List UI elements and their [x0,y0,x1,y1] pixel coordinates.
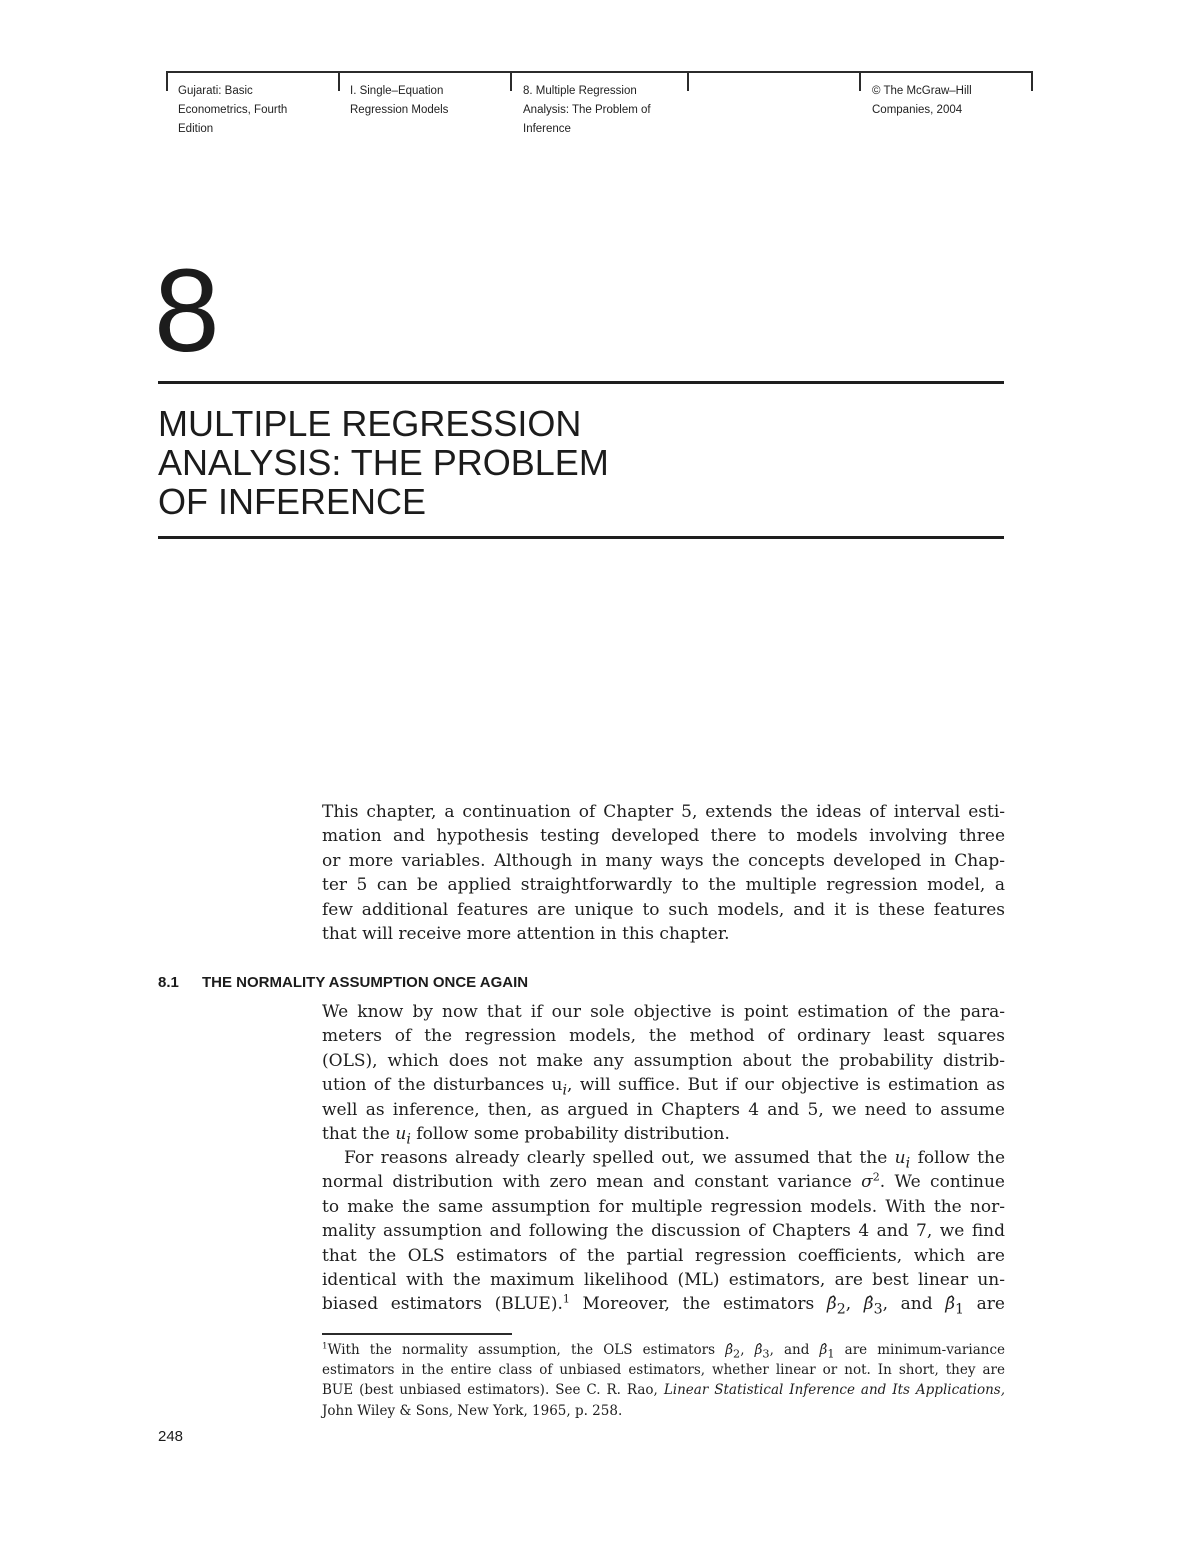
text-line: (OLS), which does not make any assumption about the probability distrib- [322,1050,1005,1071]
page-number: 248 [158,1428,184,1445]
text-line: This chapter, a continuation of Chapter 5, extends the ideas of interval esti- [322,802,1005,822]
text-line: that will receive more attention in this chapter. [322,923,730,944]
text-line: few additional features are unique to such models, and it is these features [322,899,1005,920]
section-title: THE NORMALITY ASSUMPTION ONCE AGAIN [202,974,529,991]
header-divider [510,71,512,91]
text-line [322,1292,1005,1316]
footnote-ref[interactable]: 1 [562,1292,570,1306]
running-header [166,71,1033,141]
math-var: β̂ [819,1342,828,1358]
text-run: , [740,1342,755,1358]
body-paragraph-1 [322,1000,1005,1146]
text-line: meters of the regression models, the method of ordinary least squares [322,1026,1005,1047]
header-divider [859,71,861,91]
subscript: 2 [836,1301,846,1318]
header-part-title: I. Single–Equation Regression Models [350,85,449,116]
intro-paragraph [322,800,1005,946]
text-line: ter 5 can be applied straightforwardly to the multiple regression model, a [322,875,1005,896]
subscript: i [562,1082,568,1099]
text-run: . We continue [879,1172,1005,1193]
header-divider [687,71,689,91]
text-line: estimators in the entire class of unbiased estimators, whether linear or not. In short, they are [322,1362,1005,1379]
text-run: , [845,1294,864,1315]
header-divider [1031,71,1033,91]
book-title: Linear Statistical Inference and Its Applications, [663,1382,1005,1399]
text-line: to make the same assumption for multiple regression models. With the nor- [322,1196,1005,1217]
text-run: are [964,1294,1005,1315]
footnote [322,1340,1005,1421]
body-paragraph-2 [322,1146,1005,1317]
chapter-rule-bottom [158,536,1004,539]
section-heading [158,974,528,991]
text-line [322,1340,1005,1360]
text-run: are minimum-variance [834,1342,1005,1358]
text-run: , and [882,1294,946,1315]
text-line: We know by now that if our sole objective is point estimation of the para- [322,1002,1005,1022]
text-line: John Wiley & Sons, New York, 1965, p. 258. [322,1402,623,1419]
text-run: follow some probability distribution. [410,1123,730,1144]
text-line: mality assumption and following the discussion of Chapters 4 and 7, we find [322,1221,1005,1242]
chapter-title-line: MULTIPLE REGRESSION [158,403,582,444]
subscript: i [905,1155,911,1172]
chapter-title-line: OF INFERENCE [158,481,427,522]
subscript: 3 [873,1301,883,1318]
footnote-rule [322,1333,512,1335]
text-run: , and [769,1342,820,1358]
superscript: 2 [872,1170,880,1184]
text-line [322,1146,1005,1170]
text-run: normal distribution with zero mean and constant variance [322,1172,862,1193]
text-line: well as inference, then, as argued in Chapters 4 and 5, we need to assume [322,1099,1005,1120]
text-run: that the [322,1123,396,1144]
text-line: that the OLS estimators of the partial regression coefficients, which are [322,1245,1005,1266]
math-var: u [395,1123,407,1144]
text-line [322,1073,1005,1097]
math-var: u [894,1148,906,1168]
subscript: i [406,1131,411,1148]
subscript: 1 [827,1347,835,1361]
header-divider [338,71,340,91]
chapter-title [158,404,978,521]
math-var: β̂ [725,1342,734,1358]
math-var: σ [861,1172,873,1193]
header-copyright: © The McGraw–Hill Companies, 2004 [872,85,972,116]
text-line [322,1170,1005,1194]
header-rule [166,71,1033,73]
chapter-rule-top [158,381,1004,384]
text-run: With the normality assumption, the OLS estimators [327,1342,726,1358]
text-run: biased estimators (BLUE). [322,1294,563,1315]
text-run: , will suffice. But if our objective is estimation as [567,1075,1005,1096]
text-line: or more variables. Although in many ways the concepts developed in Chap- [322,850,1005,871]
subscript: 2 [733,1347,741,1361]
section-number: 8.1 [158,974,179,991]
text-run: Moreover, the estimators [569,1294,827,1315]
chapter-title-line: ANALYSIS: THE PROBLEM [158,442,609,483]
text-run: follow the [910,1148,1005,1168]
header-divider [166,71,168,91]
chapter-number: 8 [154,245,220,377]
header-book-title: Gujarati: Basic Econometrics, Fourth Edition [178,85,288,135]
text-line [322,1380,1005,1400]
text-line: mation and hypothesis testing developed there to models involving three [322,826,1005,847]
subscript: 1 [955,1301,965,1318]
text-run: BUE (best unbiased estimators). See C. R. Rao, [322,1382,664,1399]
text-line [322,1122,1005,1146]
footnote-mark: 1 [322,1341,328,1352]
header-chapter-title: 8. Multiple Regression Analysis: The Problem of Inference [523,85,651,135]
math-var: β̂ [863,1294,874,1315]
text-run: ution of the disturbances u [322,1075,563,1096]
math-var: β̂ [945,1294,956,1315]
math-var: β̂ [754,1342,763,1358]
math-var: β̂ [826,1294,837,1315]
subscript: 3 [762,1347,770,1361]
text-line: identical with the maximum likelihood (ML) estimators, are best linear un- [322,1269,1005,1290]
text-run: For reasons already clearly spelled out, we assumed that the [344,1148,895,1168]
